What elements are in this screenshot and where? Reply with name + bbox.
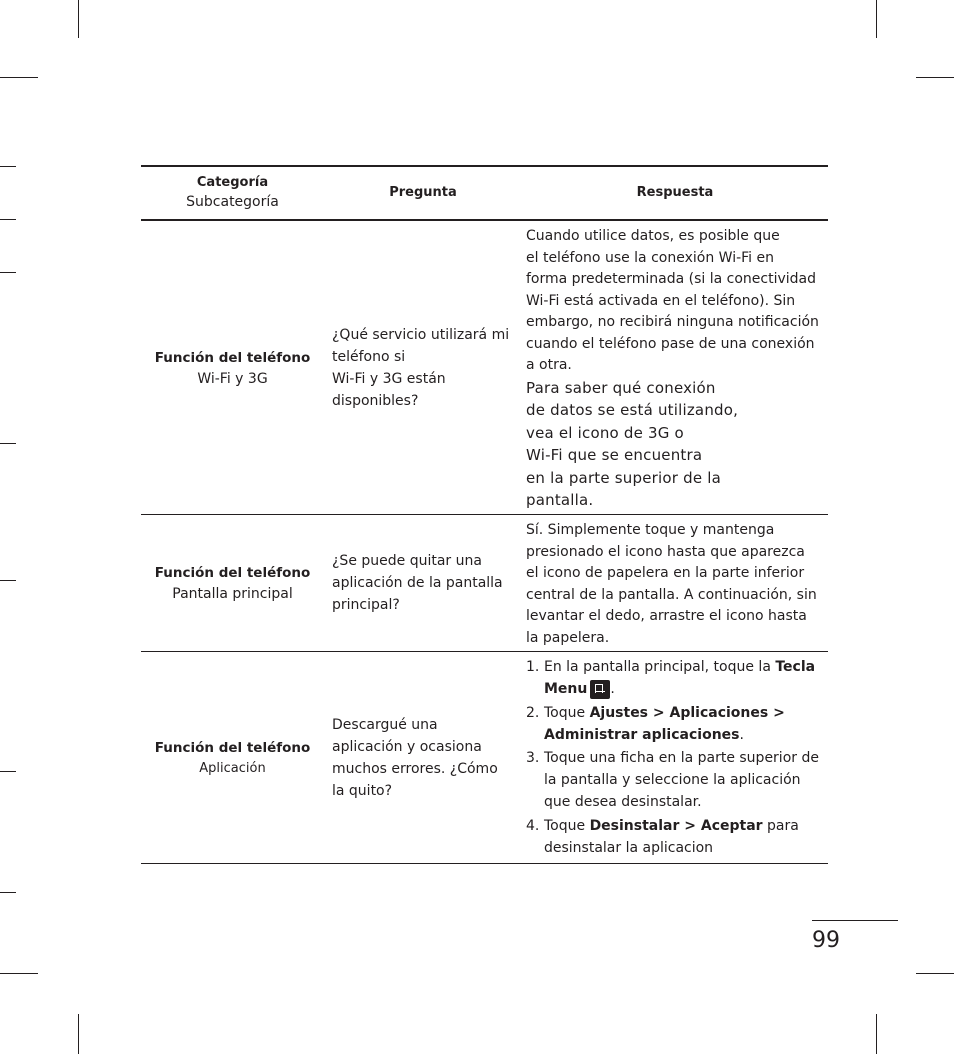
crop-mark bbox=[0, 580, 16, 581]
header-answer-cell bbox=[522, 167, 828, 219]
category-label: Función del teléfono bbox=[154, 565, 311, 581]
subcategory-label: Aplicación bbox=[199, 760, 266, 776]
step-number: 3. bbox=[526, 750, 540, 766]
page-number: 99 bbox=[812, 928, 840, 953]
answer-line: forma predeterminada (si la conectividad bbox=[526, 271, 816, 287]
answer-line: embargo, no recibirá ninguna notificación bbox=[526, 314, 819, 330]
answer-extra-line: vea el icono de 3G o bbox=[526, 423, 684, 442]
crop-mark bbox=[0, 892, 16, 893]
step-text bbox=[544, 815, 828, 859]
answer-extra-line: Wi-Fi que se encuentra bbox=[526, 446, 703, 464]
answer-line: levantar el dedo, arrastre el icono hasta bbox=[526, 608, 807, 624]
table-row bbox=[141, 652, 828, 864]
step-text-bold: Ajustes > Aplicaciones > Administrar aplicaciones bbox=[544, 704, 785, 743]
category-cell bbox=[141, 221, 324, 514]
answer-line: la papelera. bbox=[526, 629, 610, 646]
crop-mark bbox=[876, 1014, 877, 1054]
crop-mark bbox=[0, 166, 16, 167]
table-row bbox=[141, 515, 828, 652]
answer-line: Sí. Simplemente toque y mantenga bbox=[526, 522, 775, 538]
step-text-pre: Toque bbox=[544, 704, 590, 721]
step-text-pre: Toque bbox=[544, 817, 590, 834]
uninstall-steps bbox=[526, 656, 828, 859]
step-number: 4. bbox=[526, 817, 540, 834]
step-text bbox=[544, 656, 828, 700]
step-text-post: para desinstalar la aplicacion bbox=[544, 817, 799, 856]
crop-mark bbox=[78, 0, 79, 38]
step-text-post: . bbox=[739, 726, 744, 743]
header-category: Categoría bbox=[196, 175, 269, 190]
question-line: principal? bbox=[332, 597, 400, 613]
crop-mark bbox=[0, 771, 16, 772]
answer-cell bbox=[522, 515, 828, 651]
category-cell bbox=[141, 515, 324, 651]
subcategory-label: Pantalla principal bbox=[172, 586, 293, 602]
crop-mark bbox=[0, 219, 16, 220]
answer-line: presionado el icono hasta que aparezca bbox=[526, 543, 805, 560]
step-text bbox=[544, 747, 828, 813]
step-text-bold: Desinstalar > Aceptar bbox=[589, 817, 763, 834]
crop-mark bbox=[0, 272, 16, 273]
question-line: Wi-Fi y 3G están bbox=[332, 370, 446, 387]
page-number-rule bbox=[812, 920, 898, 921]
crop-mark bbox=[0, 973, 38, 974]
answer-line: a otra. bbox=[526, 357, 572, 373]
subcategory-label: Wi-Fi y 3G bbox=[197, 370, 268, 387]
crop-mark bbox=[876, 0, 877, 38]
question-line: disponibles? bbox=[332, 392, 419, 409]
answer-line: Wi-Fi está activada en el teléfono). Sin bbox=[526, 292, 796, 309]
answer-line: Cuando utilice datos, es posible que bbox=[526, 228, 780, 244]
question-cell bbox=[324, 652, 522, 863]
category-cell bbox=[141, 652, 324, 863]
crop-mark bbox=[916, 973, 954, 974]
header-question: Pregunta bbox=[389, 185, 457, 200]
question-line: ¿Se puede quitar una bbox=[332, 553, 482, 569]
answer-extra-line: Para saber qué conexión bbox=[526, 378, 716, 397]
step-text-pre: Toque una ficha en la parte superior de la pantalla y seleccione la aplicación que desea desinstalar. bbox=[544, 750, 819, 810]
header-question-cell bbox=[324, 167, 522, 219]
step-item bbox=[526, 656, 828, 700]
crop-mark bbox=[916, 77, 954, 78]
step-number: 2. bbox=[526, 704, 540, 721]
crop-mark bbox=[78, 1014, 79, 1054]
answer-extra-line: en la parte superior de la bbox=[526, 468, 721, 487]
header-subcategory: Subcategoría bbox=[186, 194, 279, 210]
menu-key-icon bbox=[590, 680, 610, 699]
answer-line: central de la pantalla. A continuación, sin bbox=[526, 586, 817, 603]
header-answer: Respuesta bbox=[636, 185, 714, 200]
answer-extra-line: pantalla. bbox=[526, 491, 594, 509]
question-cell bbox=[324, 221, 522, 514]
table-row bbox=[141, 221, 828, 515]
question-line: la quito? bbox=[332, 782, 393, 799]
category-label: Función del teléfono bbox=[154, 349, 311, 366]
faq-table bbox=[141, 165, 828, 864]
header-category-cell bbox=[141, 167, 324, 219]
answer-line: el teléfono use la conexión Wi-Fi en bbox=[526, 249, 774, 266]
answer-line: cuando el teléfono pase de una conexión bbox=[526, 335, 815, 352]
step-text-bold: Tecla Menu bbox=[544, 659, 816, 697]
question-line: aplicación de la pantalla bbox=[332, 575, 503, 591]
step-text-post: . bbox=[610, 681, 615, 697]
step-text bbox=[544, 702, 828, 746]
step-number: 1. bbox=[526, 659, 540, 675]
crop-mark bbox=[0, 77, 38, 78]
question-line: ¿Qué servicio utilizará mi bbox=[332, 326, 510, 343]
answer-extra-line: de datos se está utilizando, bbox=[526, 401, 739, 419]
question-line: teléfono si bbox=[332, 348, 406, 365]
question-line: muchos errores. ¿Cómo bbox=[332, 760, 498, 777]
step-item bbox=[526, 747, 828, 813]
table-header-row bbox=[141, 165, 828, 221]
question-line: aplicación y ocasiona bbox=[332, 738, 482, 755]
answer-line: el icono de papelera en la parte inferior bbox=[526, 565, 805, 581]
step-item bbox=[526, 815, 828, 859]
step-text-pre: En la pantalla principal, toque la bbox=[544, 659, 776, 675]
answer-cell bbox=[522, 652, 828, 863]
step-item bbox=[526, 702, 828, 746]
crop-mark bbox=[0, 443, 16, 444]
answer-cell bbox=[522, 221, 828, 514]
question-line: Descargué una bbox=[332, 716, 438, 733]
question-cell bbox=[324, 515, 522, 651]
category-label: Función del teléfono bbox=[154, 739, 311, 756]
